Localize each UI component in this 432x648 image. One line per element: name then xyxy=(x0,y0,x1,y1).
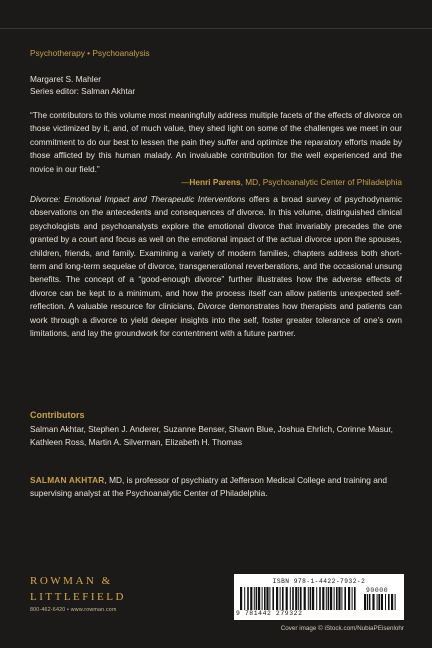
price-code: 90000 xyxy=(366,587,389,594)
editor-bio: , MD, is professor of psychiatry at Jefferson Medical College and training and supervising analyst at the Psychoanalytic Center of Philadelphia. xyxy=(30,475,388,499)
publisher-logo xyxy=(30,573,170,613)
about-editor xyxy=(30,474,402,501)
endorsement-quote xyxy=(30,109,402,189)
series-info xyxy=(30,73,135,97)
isbn-number: ISBN 978-1-4422-7932-2 xyxy=(272,578,366,585)
publisher-contact: 800-462-6420 • www.rowman.com xyxy=(30,607,117,613)
series-author: Margaret S. Mahler xyxy=(30,74,102,84)
publisher-name-line2: LITTLEFIELD xyxy=(30,591,126,603)
attribution-affiliation: , MD, Psychoanalytic Center of Philadelphia xyxy=(240,177,402,188)
quote-attribution xyxy=(30,176,402,189)
contributors-heading: Contributors xyxy=(30,410,85,420)
contributors-list: Salman Akhtar, Stephen J. Anderer, Suzanne Benser, Shawn Blue, Joshua Ehrlich, Corinne Masur, Kathleen Ross, Martin A. Silverman, Elizabeth H. Thomas xyxy=(30,424,393,448)
subject-categories: Psychotherapy • Psychoanalysis xyxy=(30,48,150,58)
book-description xyxy=(30,193,402,340)
book-title-short: Divorce xyxy=(197,301,226,312)
attribution-dash: — xyxy=(181,177,190,188)
series-editor: Series editor: Salman Akhtar xyxy=(30,86,136,96)
description-text-2: demonstrates how therapists and patients can work through a divorce to yield deeper insights into the self, foster greater tolerance of one’s own limitations, and lay the groundwork for contentment with a future partner. xyxy=(30,301,402,339)
price-barcode-graphic xyxy=(364,594,398,610)
editor-name: SALMAN AKHTAR xyxy=(30,475,105,485)
book-title: Divorce: Emotional Impact and Therapeutic Interventions xyxy=(30,194,246,204)
contributors-section xyxy=(30,410,402,450)
attribution-name: Henri Parens xyxy=(189,177,241,188)
isbn-barcode xyxy=(234,574,404,620)
cover-image-credit: Cover image © iStock.com/NubiaPEisenlohr xyxy=(280,625,404,632)
top-divider xyxy=(0,28,432,29)
description-text-1: offers a broad survey of psychodynamic observations on the antecedents and consequences of divorce. In this volume, distinguished clinical psychologists and psychoanalysts explore the emotional divorce that invariably precedes the one granted by a court and focus as well on the emotional impact of the actual divorce upon the spouses, children, friends, and family. Examining a variety of modern families, chapters address both short-term and long-term sequelae of divorce, transgenerational reverberations, and the occasional unsung benefits. The concept of a “good-enough divorce” further illustrates how the adverse effects of divorce can be kept to a minimum, and how the process itself can allow patients unexpected self-reflection. A valuable resource for clinicians, xyxy=(30,194,402,312)
publisher-name-line1: ROWMAN & xyxy=(30,575,113,587)
barcode-digits: 9 781442 279322 xyxy=(236,610,303,617)
quote-text: “The contributors to this volume most meaningfully address multiple facets of the effects of divorce on those victimized by it, and, of much value, they shed light on some of the challenges we meet in our commitment to do our best to lessen the pain they suffer and optimize the reparatory efforts made by those afflicted by this human malady. An invaluable contribution for the well experienced and the novice in our field.” xyxy=(30,110,403,174)
ean-barcode-graphic xyxy=(240,587,360,610)
